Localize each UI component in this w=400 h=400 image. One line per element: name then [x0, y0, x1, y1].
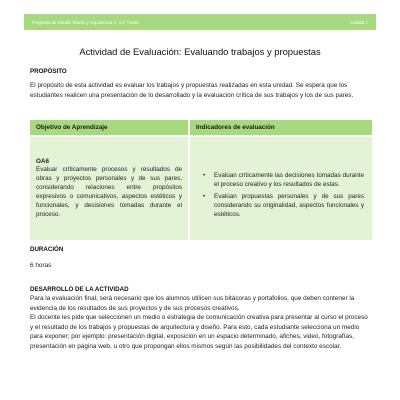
desarrollo-paragraph-2: El docente les pide que seleccionen un medio o estrategia de comunicación creativa para presentar al curso el proceso y el resultado de los trabajos y propuestas de arquitectura y diseño. Para esto, cada estudiante selecciona un medio para exponer; por ejemplo: presentación digital, exposición en un espacio determinado, afiches, video, fotografías, presentación en página web, u otro que propongan ellos mismos según las posibilidades del contexto escolar.	[30, 314, 368, 350]
oa-code: OA6	[36, 158, 49, 165]
indicators-cell	[190, 137, 372, 240]
indicators-column	[190, 120, 372, 240]
indicators-header: Indicadores de evaluación	[190, 120, 372, 135]
header-bar	[24, 14, 376, 30]
duracion-heading: DURACIÓN	[30, 246, 64, 253]
objective-header: Objetivo de Aprendizaje	[30, 120, 188, 135]
list-item	[200, 172, 364, 190]
unit-label: Unidad 1	[350, 19, 368, 25]
desarrollo-heading: DESARROLLO DE LA ACTIVIDAD	[30, 286, 129, 293]
oa-text: Evaluar críticamente procesos y resultados de obras y proyectos personales y de sus pares, considerando relaciones entre propósitos expresivos o comunicativos, aspectos estéticos y funcionales, y decisiones tomadas durante el proceso.	[36, 166, 182, 218]
proposito-heading: PROPÓSITO	[30, 68, 67, 75]
proposito-text	[30, 81, 372, 100]
indicator-text: Evalúan críticamente las decisiones tomadas durante el proceso creativo y los resultados de estas.	[214, 172, 364, 188]
desarrollo-text	[30, 294, 372, 352]
list-item	[200, 193, 364, 220]
page-title: Actividad de Evaluación: Evaluando trabajos y propuestas	[79, 46, 321, 57]
objective-column	[30, 120, 188, 240]
desarrollo-paragraph-1: Para la evaluación final, será necesario que los alumnos utilicen sus bitácoras y portafolios, que deben contener la evidencia de los resultados de sus proyectos y de sus procesos creativos.	[30, 295, 355, 312]
objective-cell	[30, 137, 188, 240]
bullet-icon: •	[203, 172, 206, 179]
proposito-paragraph: El propósito de esta actividad es evaluar los trabajos y propuestas realizadas en esta unidad. Se espera que los estudiantes realicen una presentación de lo desarrollado y la evaluación crítica de sus trabajos y los de sus pares.	[30, 82, 354, 99]
bullet-icon: •	[203, 192, 206, 200]
indicator-text: Evalúan propuestas personales y de sus pares considerando su originalidad, aspectos funcionales y estéticos.	[214, 192, 364, 218]
objectives-table	[30, 120, 372, 240]
duracion-text: 6 horas	[30, 262, 52, 269]
program-label: Programa de Estudio Diseño y Arquitectura 3° o 4° medio	[32, 19, 139, 25]
indicator-list	[200, 172, 364, 220]
